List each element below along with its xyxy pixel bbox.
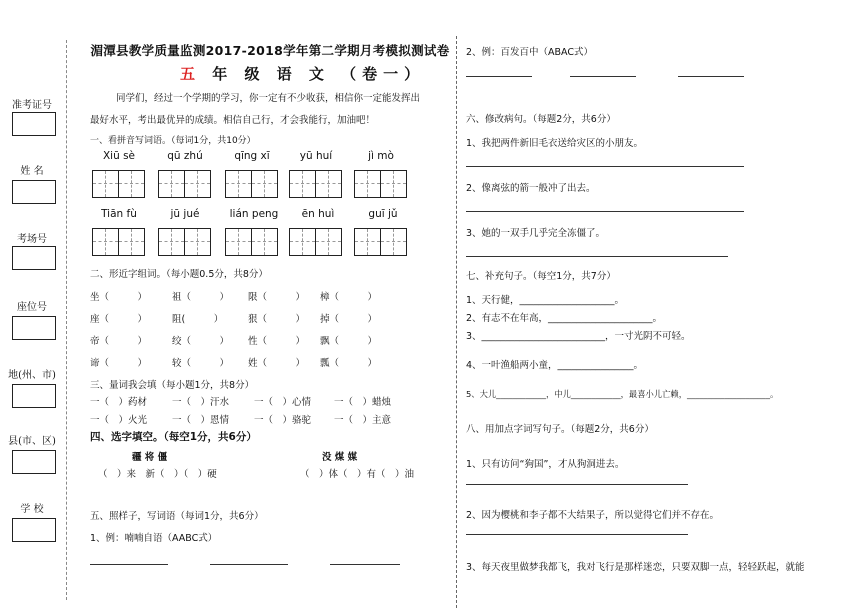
answer-line[interactable]: [466, 211, 744, 212]
q7-heading: 七、补充句子。（每空1分，共7分）: [466, 271, 616, 282]
writing-grid[interactable]: [354, 228, 407, 256]
q2-heading: 二、形近字组词。（每小题0.5分，共8分）: [90, 269, 268, 280]
writing-grid[interactable]: [289, 228, 342, 256]
prefecture-label: 地(州、市): [8, 370, 56, 381]
exam-number-label: 准考证号: [12, 100, 52, 111]
word-item: 性（ ）: [248, 336, 306, 347]
q7-item: 2、有志不在年高，______________________。: [466, 313, 663, 324]
pinyin: Tiān fù: [101, 208, 137, 220]
q5-example-2: 2、例：百发百中（ABAC式）: [466, 47, 594, 58]
exam-number-field[interactable]: [12, 112, 56, 136]
school-field[interactable]: [12, 518, 56, 542]
measure-item: 一（ ）火光: [90, 415, 148, 426]
answer-line[interactable]: [466, 534, 688, 535]
answer-line[interactable]: [466, 256, 728, 257]
q7-item: 1、天行健，____________________。: [466, 295, 625, 306]
binding-line: [66, 40, 67, 600]
word-item: 较（ ）: [172, 358, 230, 369]
name-field[interactable]: [12, 180, 56, 204]
word-item: 阻( ）: [172, 314, 224, 325]
word-item: 掉（ ）: [320, 314, 378, 325]
measure-item: 一（ ）蜡烛: [334, 397, 392, 408]
word-item: 坐（ ）: [90, 292, 148, 303]
char-fill-right: （ ）体（ ）有（ ）油: [300, 469, 415, 480]
word-item: 狠（ ）: [248, 314, 306, 325]
pinyin: Xiū sè: [102, 150, 136, 162]
measure-item: 一（ ）汗水: [172, 397, 230, 408]
exam-subtitle: [180, 63, 425, 84]
writing-grid[interactable]: [158, 228, 211, 256]
writing-grid[interactable]: [92, 228, 145, 256]
exam-room-field[interactable]: [12, 246, 56, 270]
grade-number: 五: [180, 65, 202, 83]
pinyin: ēn huì: [301, 208, 335, 220]
q4-heading: 四、选字填空。（每空1分，共6分）: [90, 431, 257, 443]
county-field[interactable]: [12, 450, 56, 474]
name-label: 姓 名: [20, 166, 44, 177]
q7-item: 4、一叶渔船两小童，________________。: [466, 360, 644, 371]
word-item: 樟（ ）: [320, 292, 378, 303]
column-divider: [456, 36, 457, 608]
pinyin: jū jué: [170, 208, 200, 220]
char-choices-right: 没 煤 媒: [322, 452, 358, 463]
seat-number-field[interactable]: [12, 316, 56, 340]
writing-grid[interactable]: [158, 170, 211, 198]
q6-item: 2、像离弦的箭一般冲了出去。: [466, 183, 596, 194]
seat-number-label: 座位号: [17, 302, 47, 313]
answer-line[interactable]: [90, 564, 168, 565]
writing-grid[interactable]: [92, 170, 145, 198]
q1-heading: 一、看拼音写词语。（每词1分，共10分）: [90, 136, 256, 146]
pinyin: jì mò: [368, 150, 394, 162]
q7-item: 5、大儿____________，中儿____________，最喜小儿亡赖，____________________。: [466, 389, 779, 399]
subject-name: 年 级 语 文 （卷一）: [201, 65, 426, 83]
q6-item: 3、她的一双手几乎完全冻僵了。: [466, 228, 606, 239]
q5-heading: 五、照样子，写词语（每词1分，共6分）: [90, 511, 264, 522]
word-item: 限（ ）: [248, 292, 306, 303]
writing-grid[interactable]: [225, 228, 278, 256]
q5-example-1: 1、例：喃喃自语（AABC式）: [90, 533, 218, 544]
q8-item: 2、因为樱桃和李子都不大结果子，所以觉得它们并不存在。: [466, 510, 720, 521]
q3-heading: 三、量词我会填（每小题1分，共8分）: [90, 380, 255, 391]
pinyin: qū zhú: [167, 150, 203, 162]
measure-item: 一（ ）恩情: [172, 415, 230, 426]
pinyin: guī jǔ: [368, 208, 398, 220]
word-item: 飘（ ）: [320, 336, 378, 347]
writing-grid[interactable]: [289, 170, 342, 198]
q6-item: 1、我把两件新旧毛衣送给灾区的小朋友。: [466, 138, 644, 149]
answer-line[interactable]: [330, 564, 400, 565]
exam-room-label: 考场号: [17, 234, 47, 245]
prefecture-field[interactable]: [12, 384, 56, 408]
char-fill-left: （ ）来 新（ ）（ ）硬: [98, 469, 217, 480]
intro-line-2: 最好水平，考出最优异的成绩。相信自己行，才会我能行，加油吧！: [90, 115, 376, 126]
measure-item: 一（ ）骆驼: [254, 415, 312, 426]
school-label: 学 校: [20, 504, 44, 515]
measure-item: 一（ ）心情: [254, 397, 312, 408]
q8-item: 1、只有访问“狗国”，才从狗洞进去。: [466, 459, 625, 470]
answer-line[interactable]: [570, 76, 636, 77]
writing-grid[interactable]: [354, 170, 407, 198]
q8-heading: 八、用加点字词写句子。（每题2分，共6分）: [466, 424, 654, 435]
word-item: 祖（ ）: [172, 292, 230, 303]
q7-item: 3、__________________________，一寸光阴不可轻。: [466, 331, 691, 342]
word-item: 帝（ ）: [90, 336, 148, 347]
q8-item: 3、每天夜里做梦我都飞，我对飞行是那样迷恋，只要双脚一点，轻轻跃起，就能: [466, 562, 805, 573]
answer-line[interactable]: [466, 484, 688, 485]
word-item: 瓢（ ）: [320, 358, 378, 369]
answer-line[interactable]: [678, 76, 744, 77]
county-label: 县(市、区): [8, 436, 56, 447]
pinyin: yū huí: [299, 150, 333, 162]
intro-line-1: 同学们，经过一个学期的学习，你一定有不少收获，相信你一定能发挥出: [116, 93, 421, 104]
measure-item: 一（ ）药材: [90, 397, 148, 408]
q6-heading: 六、修改病句。（每题2分，共6分）: [466, 114, 616, 125]
pinyin: qīng xī: [234, 150, 270, 162]
word-item: 绞（ ）: [172, 336, 230, 347]
writing-grid[interactable]: [225, 170, 278, 198]
pinyin: lián peng: [229, 208, 279, 220]
word-item: 座（ ）: [90, 314, 148, 325]
answer-line[interactable]: [210, 564, 288, 565]
answer-line[interactable]: [466, 166, 744, 167]
answer-line[interactable]: [466, 76, 532, 77]
word-item: 谛（ ）: [90, 358, 148, 369]
exam-title: 湄潭县教学质量监测2017-2018学年第二学期月考模拟测试卷: [90, 43, 450, 58]
char-choices-left: 疆 将 僵: [132, 452, 168, 463]
measure-item: 一（ ）主意: [334, 415, 392, 426]
word-item: 姓（ ）: [248, 358, 306, 369]
